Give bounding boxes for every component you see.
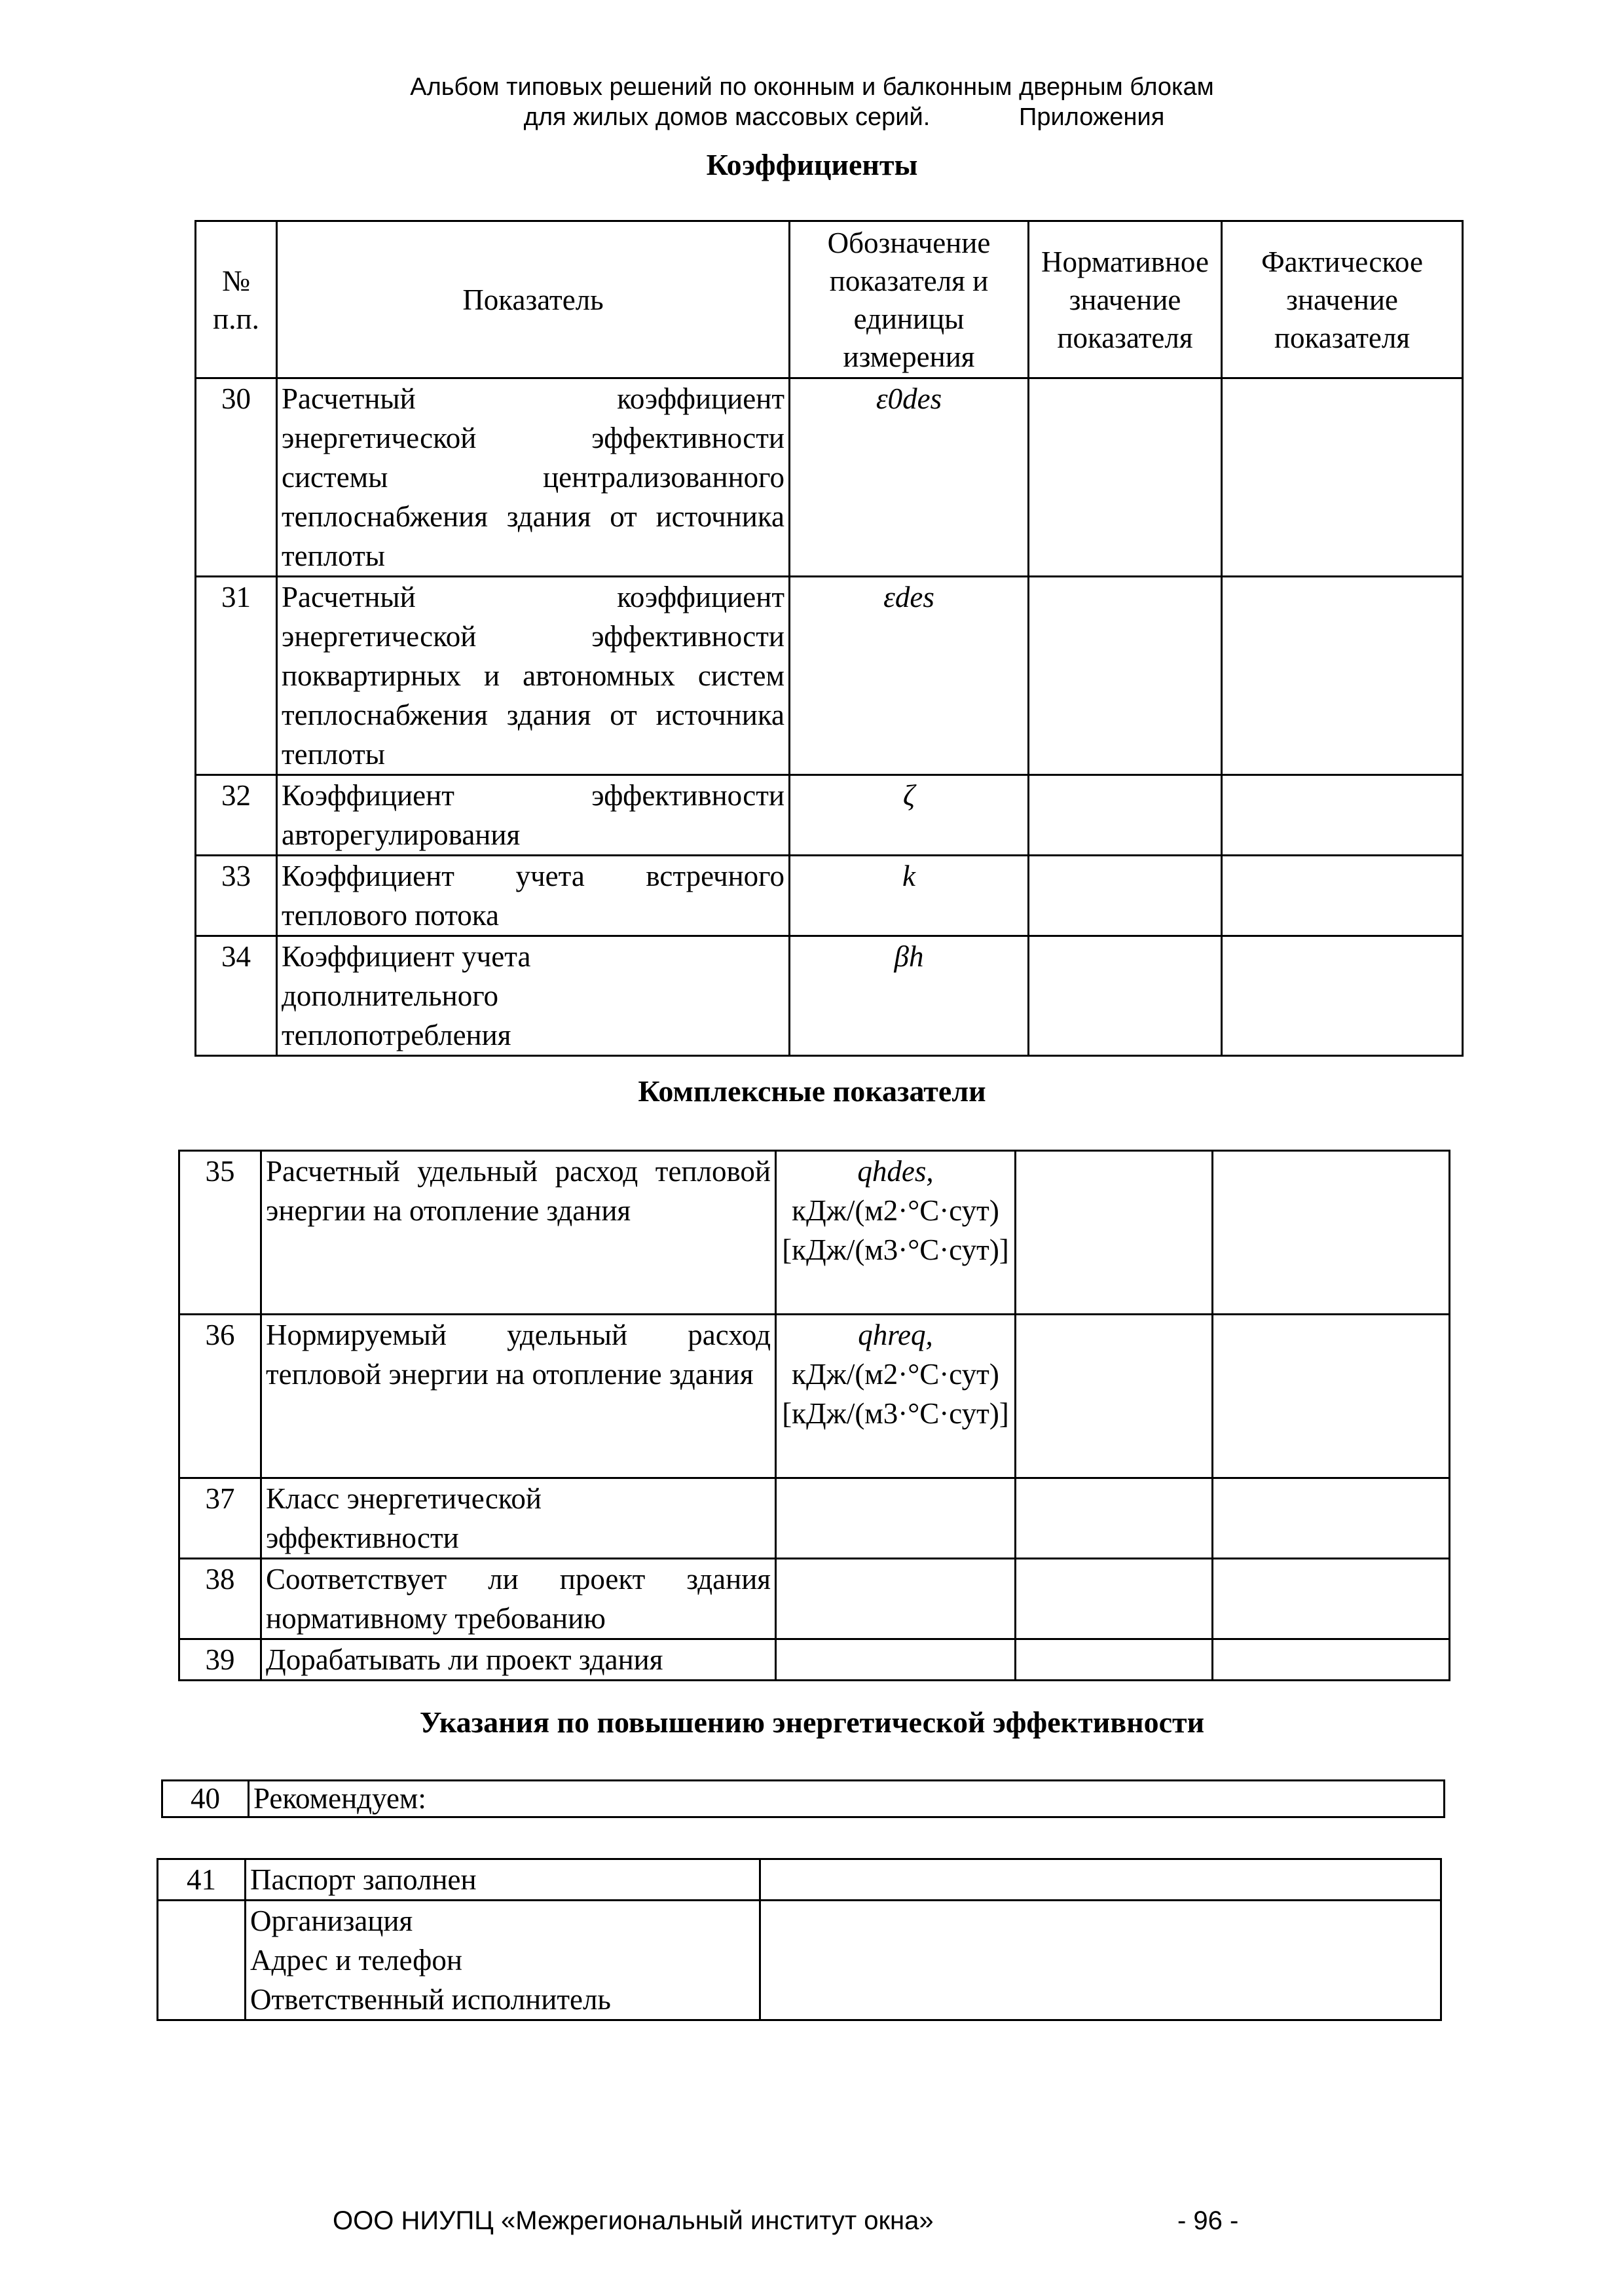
table-header-row xyxy=(196,221,1463,378)
header-series: для жилых домов массовых серий. xyxy=(523,103,931,131)
passport-filled-value xyxy=(760,1859,1441,1901)
row-symbol-units xyxy=(776,1315,1016,1478)
actual-value-cell xyxy=(1213,1315,1450,1478)
normative-value-cell xyxy=(1029,936,1222,1056)
header-line-2 xyxy=(0,102,1624,132)
normative-value-cell xyxy=(1016,1559,1213,1639)
symbol-q-req: qhreq, xyxy=(858,1319,933,1351)
row-number: 32 xyxy=(196,775,277,856)
row-symbol: ε0des xyxy=(790,378,1029,577)
row-number: 31 xyxy=(196,577,277,775)
actual-value-cell xyxy=(1222,775,1463,856)
row-indicator: Коэффициент эффективности авторегулирования xyxy=(277,775,790,856)
normative-value-cell xyxy=(1029,378,1222,577)
normative-value-cell xyxy=(1016,1478,1213,1559)
table-row xyxy=(179,1151,1450,1315)
actual-value-cell xyxy=(1213,1639,1450,1681)
table-row xyxy=(196,378,1463,577)
row-number-empty xyxy=(158,1901,246,2020)
symbol-cell xyxy=(776,1559,1016,1639)
table-row xyxy=(179,1639,1450,1681)
row-symbol: ζ xyxy=(790,775,1029,856)
normative-value-cell xyxy=(1029,577,1222,775)
complex-indicators-table xyxy=(178,1150,1450,1681)
row-number: 37 xyxy=(179,1478,261,1559)
actual-value-cell xyxy=(1222,378,1463,577)
symbol-cell xyxy=(776,1639,1016,1681)
table-row xyxy=(179,1315,1450,1478)
row-indicator: Расчетный коэффициент энергетической эффективности поквартирных и автономных систем теплоснабжения здания от источника теплоты xyxy=(277,577,790,775)
passport-details xyxy=(246,1901,760,2020)
row-indicator: Коэффициент учета дополнительного теплопотребления xyxy=(277,936,790,1056)
normative-value-cell xyxy=(1016,1151,1213,1315)
row-indicator: Расчетный удельный расход тепловой энергии на отопление здания xyxy=(261,1151,776,1315)
table-row xyxy=(196,775,1463,856)
heading-complex-indicators: Комплексные показатели xyxy=(638,1074,986,1108)
passport-table xyxy=(157,1858,1442,2021)
header-line-1: Альбом типовых решений по оконным и балконным дверным блокам xyxy=(410,73,1214,101)
row-number: 34 xyxy=(196,936,277,1056)
heading-coefficients: Коэффициенты xyxy=(706,148,918,181)
row-number: 38 xyxy=(179,1559,261,1639)
row-symbol: εdes xyxy=(790,577,1029,775)
footer-page-number: - 96 - xyxy=(1177,2206,1239,2235)
table-row xyxy=(158,1901,1441,2020)
unit-per-m2: кДж/(м2·°С·сут) xyxy=(792,1194,999,1227)
actual-value-cell xyxy=(1213,1478,1450,1559)
symbol-cell xyxy=(776,1478,1016,1559)
row-indicator: Коэффициент учета встречного теплового потока xyxy=(277,856,790,936)
unit-per-m2: кДж/(м2·°С·сут) xyxy=(792,1358,999,1391)
row-indicator: Нормируемый удельный расход тепловой энергии на отопление здания xyxy=(261,1315,776,1478)
col-header-indicator: Показатель xyxy=(277,221,790,378)
responsible-label: Ответственный исполнитель xyxy=(250,1983,611,2016)
row-number: 33 xyxy=(196,856,277,936)
normative-value-cell xyxy=(1016,1315,1213,1478)
actual-value-cell xyxy=(1213,1559,1450,1639)
unit-per-m3: [кДж/(м3·°С·сут)] xyxy=(782,1233,1009,1266)
table-row xyxy=(196,856,1463,936)
row-number: 40 xyxy=(162,1781,249,1817)
col-header-symbol: Обозначение показателя и единицы измерения xyxy=(790,221,1029,378)
col-header-actual: Фактическое значение показателя xyxy=(1222,221,1463,378)
table-row xyxy=(196,936,1463,1056)
page-header xyxy=(0,72,1624,132)
row-symbol: k xyxy=(790,856,1029,936)
recommendations-table xyxy=(161,1779,1445,1818)
address-phone-label: Адрес и телефон xyxy=(250,1944,462,1977)
organization-label: Организация xyxy=(250,1904,413,1937)
row-indicator: Расчетный коэффициент энергетической эффективности системы централизованного теплоснабжения здания от источника теплоты xyxy=(277,378,790,577)
table-row xyxy=(162,1781,1445,1817)
normative-value-cell xyxy=(1029,856,1222,936)
row-indicator: Соответствует ли проект здания нормативному требованию xyxy=(261,1559,776,1639)
normative-value-cell xyxy=(1029,775,1222,856)
row-indicator: Дорабатывать ли проект здания xyxy=(261,1639,776,1681)
row-symbol: βh xyxy=(790,936,1029,1056)
row-number: 35 xyxy=(179,1151,261,1315)
actual-value-cell xyxy=(1222,856,1463,936)
table-row xyxy=(196,577,1463,775)
col-header-normative: Нормативное значение показателя xyxy=(1029,221,1222,378)
header-annex: Приложения xyxy=(1019,103,1165,131)
actual-value-cell xyxy=(1222,577,1463,775)
passport-filled-label: Паспорт заполнен xyxy=(246,1859,760,1901)
heading-recommendations: Указания по повышению энергетической эффективности xyxy=(419,1705,1205,1739)
row-number: 30 xyxy=(196,378,277,577)
row-recommendation: Рекомендуем: xyxy=(249,1781,1445,1817)
row-number: 36 xyxy=(179,1315,261,1478)
row-indicator: Класс энергетической эффективности xyxy=(261,1478,776,1559)
passport-details-value xyxy=(760,1901,1441,2020)
normative-value-cell xyxy=(1016,1639,1213,1681)
unit-per-m3: [кДж/(м3·°С·сут)] xyxy=(782,1397,1009,1430)
coefficients-table xyxy=(194,220,1464,1057)
col-header-number: № п.п. xyxy=(196,221,277,378)
row-number: 41 xyxy=(158,1859,246,1901)
actual-value-cell xyxy=(1222,936,1463,1056)
row-symbol-units xyxy=(776,1151,1016,1315)
actual-value-cell xyxy=(1213,1151,1450,1315)
table-row xyxy=(158,1859,1441,1901)
row-number: 39 xyxy=(179,1639,261,1681)
symbol-q-des: qhdes, xyxy=(857,1155,934,1188)
table-row xyxy=(179,1478,1450,1559)
table-row xyxy=(179,1559,1450,1639)
footer-company: ООО НИУПЦ «Межрегиональный институт окна» xyxy=(333,2206,934,2235)
